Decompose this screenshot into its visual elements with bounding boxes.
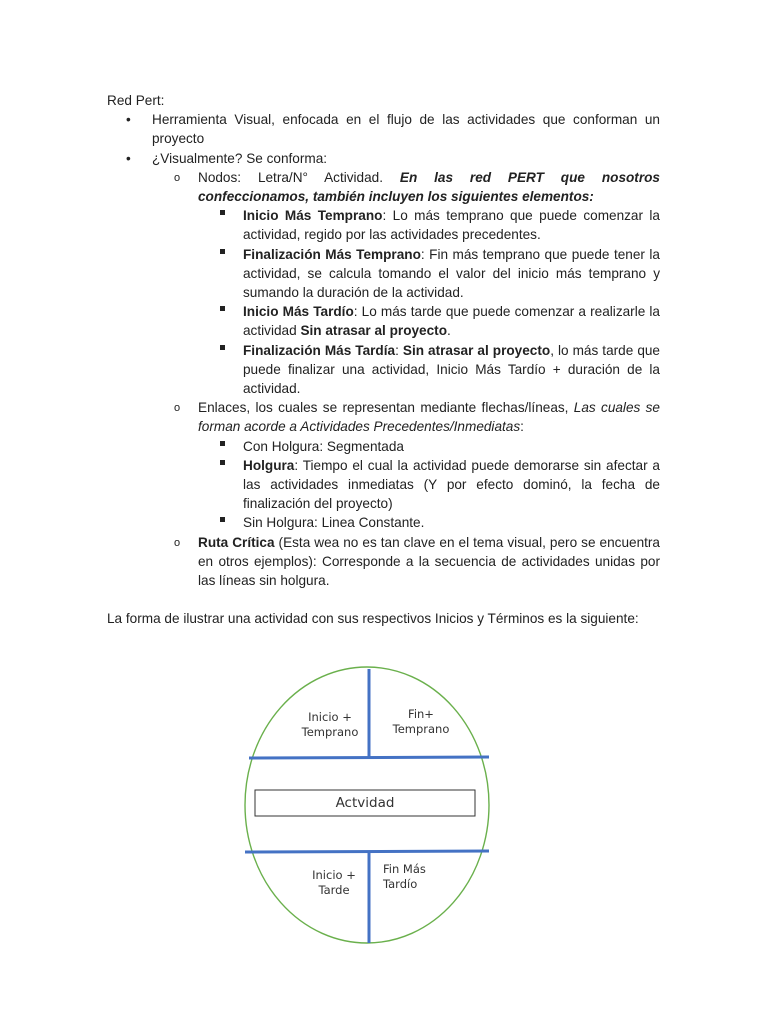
list-item: Con Holgura: Segmentada	[198, 437, 660, 456]
circle-marker: o	[174, 536, 181, 549]
spacer	[107, 590, 660, 609]
circle-marker: o	[174, 171, 181, 184]
label-line: Temprano	[392, 722, 450, 736]
inicio-tarde-label	[303, 868, 365, 898]
lower-horizontal-line	[245, 851, 489, 852]
heading: Red Pert:	[107, 93, 165, 108]
label-line: Fin Más	[383, 862, 426, 876]
list-item: Inicio Más Tardío: Lo más tarde que puede comenzar a realizarle la actividad Sin atrasar al proyecto.	[198, 302, 660, 340]
bullet-dot: •	[126, 150, 131, 166]
label-line: Inicio +	[312, 868, 356, 882]
bullet-dot: •	[126, 112, 131, 128]
nodos-elements-list	[198, 206, 660, 398]
square-marker	[220, 306, 225, 311]
list-item: Sin Holgura: Linea Constante.	[198, 513, 660, 532]
fin-mas-tardio-label	[383, 862, 437, 892]
label-line: Tardío	[383, 877, 418, 891]
outro-paragraph: La forma de ilustrar una actividad con sus respectivos Inicios y Términos es la siguiente:	[107, 611, 639, 627]
enlaces-list	[198, 437, 660, 533]
nodos-item: o Nodos: Letra/N° Actividad. En las red PERT que nosotros confeccionamos, también incluyen los siguientes elementos: Inicio Más Temprano: Lo más temprano que puede comenzar la actividad, regido por las actividades precedentes. Finalización Más Temprano: Fin más temprano que puede tener la actividad, se calcula tomando el valor del inicio más temprano y sumando la duración de la actividad. Inicio Más Tardío: Lo más tarde que puede comenzar a realizarle la actividad Sin atrasar al proyecto. Finalización Más Tardía: Sin atrasar al proyecto, lo más tarde que puede finalizar una actividad, Inicio Más Tardío + duración de la actividad.	[152, 168, 660, 398]
square-marker	[220, 460, 225, 465]
list-item: Finalización Más Tardía: Sin atrasar al proyecto, lo más tarde que puede finalizar una actividad, Inicio Más Tardío + duración de la actividad.	[198, 341, 660, 399]
sub-list	[152, 168, 660, 590]
list-item: Inicio Más Temprano: Lo más temprano que puede comenzar la actividad, regido por las actividades precedentes.	[198, 206, 660, 244]
label-line: Temprano	[301, 725, 359, 739]
enlaces-item: o Enlaces, los cuales se representan mediante flechas/líneas, Las cuales se forman acorde a Actividades Precedentes/Inmediatas: Con Holgura: Segmentada Holgura: Tiempo el cual la actividad puede demorarse sin afectar a las actividades inmediatas (Y por efecto dominó, la fecha de finalización del proyecto) Sin Holgura: Linea Constante.	[152, 398, 660, 532]
circle-marker: o	[174, 402, 181, 415]
bullet-item: • Herramienta Visual, enfocada en el flujo de las actividades que conforman un proyecto	[126, 112, 660, 147]
inicio-temprano-label	[287, 710, 373, 740]
square-marker	[220, 441, 225, 446]
list-item: Finalización Más Temprano: Fin más temprano que puede tener la actividad, se calcula tomando el valor del inicio más temprano y sumando la duración de la actividad.	[198, 245, 660, 303]
label-line: Fin+	[408, 707, 434, 721]
label-line: Tarde	[318, 883, 350, 897]
upper-horizontal-line	[249, 757, 489, 758]
ruta-critica-item: o Ruta Crítica (Esta wea no es tan clave en el tema visual, pero se encuentra en otros ejemplos): Corresponde a la secuencia de actividades unidas por las líneas sin holgura.	[174, 534, 660, 589]
pert-node-diagram	[243, 663, 493, 953]
label-line: Inicio +	[308, 710, 352, 724]
square-marker	[220, 249, 225, 254]
activity-label: Actvidad	[335, 795, 395, 811]
square-marker	[220, 210, 225, 215]
square-marker	[220, 517, 225, 522]
list-item: Holgura: Tiempo el cual la actividad puede demorarse sin afectar a las actividades inmediatas (Y por efecto dominó, la fecha de finalización del proyecto)	[198, 456, 660, 514]
square-marker	[220, 345, 225, 350]
bullet-item: • ¿Visualmente? Se conforma: o Nodos: Letra/N° Actividad. En las red PERT que nosotros confeccionamos, también incluyen los siguientes elementos: Inicio Más Temprano: Lo más temprano que puede comenzar la actividad, regido por las actividades precedentes. Finalización Más Temprano: Fin más temprano que puede tener la actividad, se calcula tomando el valor del inicio más temprano y sumando la duración de la actividad. Inicio Más Tardío: Lo más tarde que puede comenzar a realizarle la actividad Sin atrasar al proyecto. Finalización Más Tardía: Sin atrasar al proyecto, lo más tarde que puede finalizar una actividad, Inicio Más Tardío + duración de la actividad. o Enlaces, los cuales se representan mediante flechas/líneas, Las cuales se forman acorde a Actividades Precedentes/Inmediatas: Con Holgura: Segmentada Holgura: Tiempo el cual la actividad puede demorarse sin afectar a las actividades inmediatas (Y por efecto dominó, la fecha de finalización del proyecto) Sin Holgura: Linea Constante. o Ruta Crítica (Esta wea no es tan clave en el tema visual, pero se encuentra en otros ejemplos): Corresponde a la secuencia de actividades unidas por las líneas sin holgura.	[107, 149, 660, 591]
main-bullet-list	[107, 110, 660, 590]
document-body	[107, 91, 660, 628]
fin-temprano-label	[381, 707, 461, 737]
